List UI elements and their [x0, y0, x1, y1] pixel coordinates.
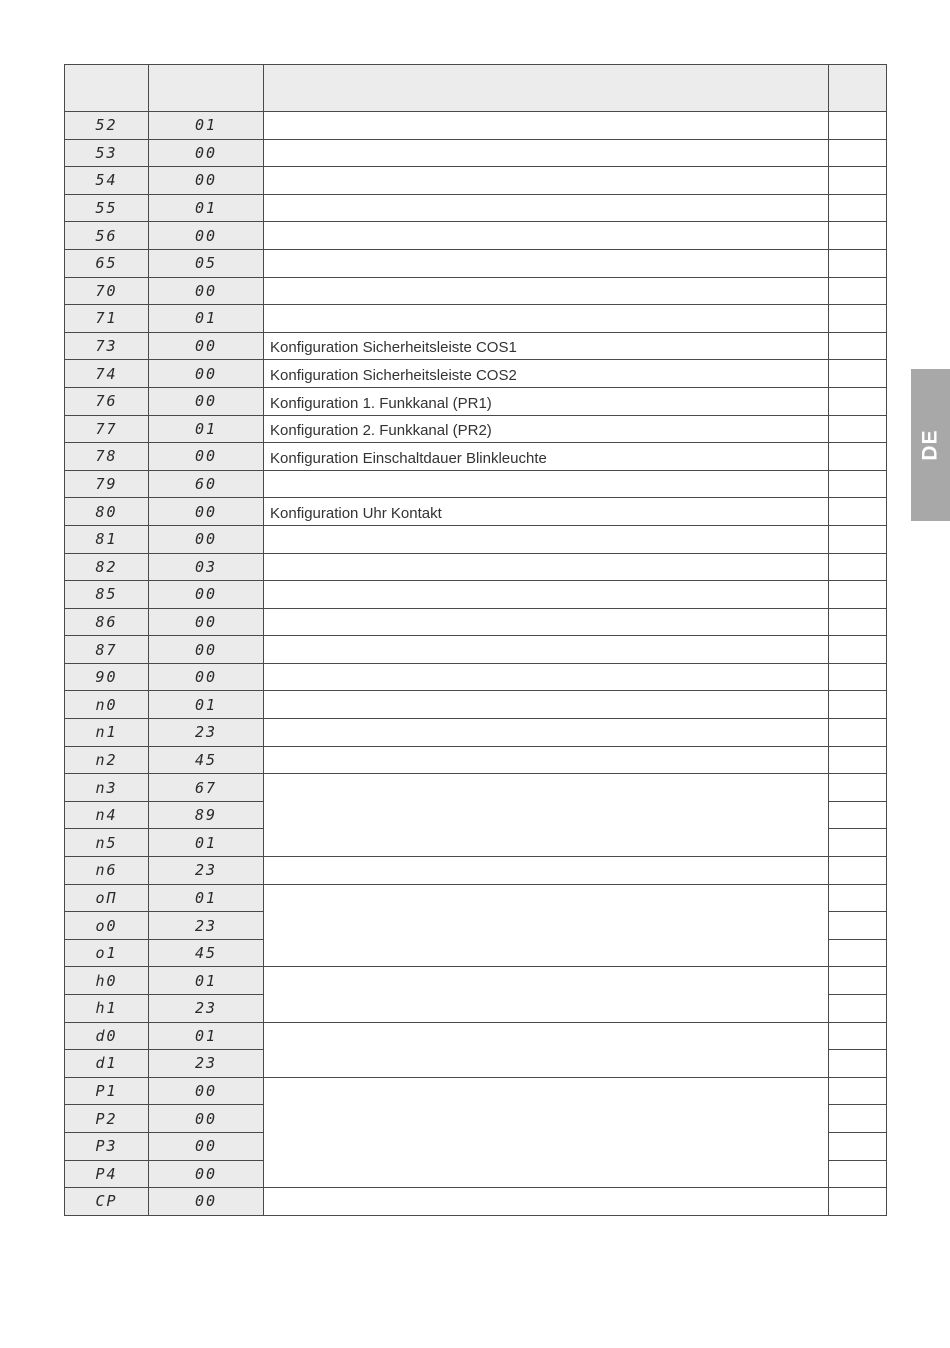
table-header-row	[65, 65, 887, 112]
parameter-code: CP	[65, 1188, 149, 1216]
parameter-code: P4	[65, 1160, 149, 1188]
parameter-description	[264, 746, 829, 774]
default-value: 00	[149, 1105, 264, 1133]
parameter-code: 85	[65, 581, 149, 609]
table-row	[65, 857, 887, 885]
parameter-description: Konfiguration Uhr Kontakt	[264, 498, 829, 526]
option-cell	[829, 663, 887, 691]
default-value: 67	[149, 774, 264, 802]
parameter-description	[264, 249, 829, 277]
parameter-code: P3	[65, 1132, 149, 1160]
option-cell	[829, 498, 887, 526]
parameter-code: 65	[65, 249, 149, 277]
parameter-code: 73	[65, 332, 149, 360]
parameter-description: Konfiguration Sicherheitsleiste COS1	[264, 332, 829, 360]
parameter-description	[264, 691, 829, 719]
option-cell	[829, 1105, 887, 1133]
option-cell	[829, 608, 887, 636]
default-value: 00	[149, 663, 264, 691]
option-cell	[829, 1077, 887, 1105]
parameter-code: 55	[65, 194, 149, 222]
parameter-code: d0	[65, 1022, 149, 1050]
header-cell-code	[65, 65, 149, 112]
default-value: 03	[149, 553, 264, 581]
option-cell	[829, 553, 887, 581]
parameter-description	[264, 663, 829, 691]
parameter-description	[264, 277, 829, 305]
default-value: 00	[149, 525, 264, 553]
option-cell	[829, 1050, 887, 1078]
parameter-code: 82	[65, 553, 149, 581]
parameter-code: 79	[65, 470, 149, 498]
default-value: 00	[149, 608, 264, 636]
default-value: 01	[149, 305, 264, 333]
table-row	[65, 360, 887, 388]
parameter-code: 81	[65, 525, 149, 553]
parameter-description	[264, 636, 829, 664]
parameter-code: n2	[65, 746, 149, 774]
parameter-code: d1	[65, 1050, 149, 1078]
parameter-code: h0	[65, 967, 149, 995]
option-cell	[829, 1022, 887, 1050]
table-row	[65, 470, 887, 498]
parameter-description	[264, 470, 829, 498]
table-row	[65, 691, 887, 719]
option-cell	[829, 139, 887, 167]
parameter-code: oΠ	[65, 884, 149, 912]
option-cell	[829, 719, 887, 747]
default-value: 00	[149, 387, 264, 415]
language-tab	[911, 369, 950, 521]
parameter-description	[264, 525, 829, 553]
parameter-code: 77	[65, 415, 149, 443]
table-row	[65, 663, 887, 691]
parameter-code: 70	[65, 277, 149, 305]
option-cell	[829, 801, 887, 829]
parameter-description	[264, 608, 829, 636]
parameter-code: h1	[65, 995, 149, 1023]
table-row	[65, 332, 887, 360]
option-cell	[829, 691, 887, 719]
parameter-description	[264, 194, 829, 222]
parameter-code: 86	[65, 608, 149, 636]
parameter-code: 52	[65, 112, 149, 140]
default-value: 00	[149, 581, 264, 609]
parameter-description	[264, 774, 829, 857]
table-row	[65, 112, 887, 140]
default-value: 01	[149, 691, 264, 719]
default-value: 00	[149, 1188, 264, 1216]
default-value: 01	[149, 829, 264, 857]
option-cell	[829, 249, 887, 277]
parameter-description	[264, 857, 829, 885]
header-cell-option	[829, 65, 887, 112]
parameter-code: n1	[65, 719, 149, 747]
parameter-code: n3	[65, 774, 149, 802]
parameter-code: n0	[65, 691, 149, 719]
default-value: 01	[149, 415, 264, 443]
default-value: 00	[149, 1160, 264, 1188]
option-cell	[829, 167, 887, 195]
table-row	[65, 305, 887, 333]
table-row	[65, 774, 887, 802]
option-cell	[829, 636, 887, 664]
option-cell	[829, 829, 887, 857]
default-value: 23	[149, 995, 264, 1023]
option-cell	[829, 332, 887, 360]
default-value: 00	[149, 360, 264, 388]
default-value: 00	[149, 498, 264, 526]
table-row	[65, 415, 887, 443]
default-value: 01	[149, 1022, 264, 1050]
parameter-code: 80	[65, 498, 149, 526]
table-row	[65, 746, 887, 774]
table-row	[65, 387, 887, 415]
option-cell	[829, 857, 887, 885]
option-cell	[829, 443, 887, 471]
table-row	[65, 249, 887, 277]
default-value: 00	[149, 167, 264, 195]
option-cell	[829, 1188, 887, 1216]
header-cell-description	[264, 65, 829, 112]
parameter-code: 74	[65, 360, 149, 388]
parameter-description	[264, 1188, 829, 1216]
table-row	[65, 1022, 887, 1050]
header-cell-value	[149, 65, 264, 112]
table-row	[65, 498, 887, 526]
parameter-code: 90	[65, 663, 149, 691]
option-cell	[829, 194, 887, 222]
table-row	[65, 967, 887, 995]
default-value: 00	[149, 1132, 264, 1160]
parameter-description	[264, 112, 829, 140]
parameter-code: n5	[65, 829, 149, 857]
parameter-description	[264, 305, 829, 333]
option-cell	[829, 746, 887, 774]
default-value: 60	[149, 470, 264, 498]
table-row	[65, 167, 887, 195]
parameter-code: 54	[65, 167, 149, 195]
table-row	[65, 553, 887, 581]
table-row	[65, 1188, 887, 1216]
parameter-description: Konfiguration Sicherheitsleiste COS2	[264, 360, 829, 388]
option-cell	[829, 525, 887, 553]
parameter-description: Konfiguration Einschaltdauer Blinkleuchte	[264, 443, 829, 471]
default-value: 00	[149, 277, 264, 305]
parameter-description	[264, 967, 829, 1022]
parameter-code: 76	[65, 387, 149, 415]
parameter-table	[64, 64, 887, 1216]
table-row	[65, 581, 887, 609]
parameter-description	[264, 167, 829, 195]
parameter-code: o0	[65, 912, 149, 940]
parameter-code: 56	[65, 222, 149, 250]
default-value: 45	[149, 939, 264, 967]
default-value: 00	[149, 443, 264, 471]
option-cell	[829, 415, 887, 443]
option-cell	[829, 470, 887, 498]
option-cell	[829, 277, 887, 305]
parameter-description	[264, 719, 829, 747]
option-cell	[829, 112, 887, 140]
parameter-code: P2	[65, 1105, 149, 1133]
option-cell	[829, 360, 887, 388]
table-row	[65, 525, 887, 553]
parameter-code: 71	[65, 305, 149, 333]
parameter-description: Konfiguration 1. Funkkanal (PR1)	[264, 387, 829, 415]
default-value: 00	[149, 636, 264, 664]
parameter-description	[264, 222, 829, 250]
table-row	[65, 608, 887, 636]
option-cell	[829, 774, 887, 802]
default-value: 45	[149, 746, 264, 774]
option-cell	[829, 967, 887, 995]
parameter-description: Konfiguration 2. Funkkanal (PR2)	[264, 415, 829, 443]
default-value: 00	[149, 139, 264, 167]
default-value: 05	[149, 249, 264, 277]
default-value: 00	[149, 332, 264, 360]
option-cell	[829, 1132, 887, 1160]
default-value: 89	[149, 801, 264, 829]
default-value: 00	[149, 1077, 264, 1105]
table-row	[65, 1077, 887, 1105]
table-row	[65, 719, 887, 747]
parameter-description	[264, 581, 829, 609]
parameter-description	[264, 139, 829, 167]
default-value: 01	[149, 112, 264, 140]
default-value: 01	[149, 884, 264, 912]
option-cell	[829, 387, 887, 415]
option-cell	[829, 222, 887, 250]
parameter-code: o1	[65, 939, 149, 967]
option-cell	[829, 939, 887, 967]
default-value: 00	[149, 222, 264, 250]
option-cell	[829, 995, 887, 1023]
parameter-description	[264, 553, 829, 581]
parameter-description	[264, 884, 829, 967]
default-value: 23	[149, 857, 264, 885]
parameter-description	[264, 1077, 829, 1187]
table-row	[65, 443, 887, 471]
default-value: 01	[149, 967, 264, 995]
parameter-code: 87	[65, 636, 149, 664]
option-cell	[829, 581, 887, 609]
table-row	[65, 636, 887, 664]
table-row	[65, 194, 887, 222]
default-value: 23	[149, 1050, 264, 1078]
option-cell	[829, 1160, 887, 1188]
default-value: 23	[149, 912, 264, 940]
parameter-code: n4	[65, 801, 149, 829]
default-value: 23	[149, 719, 264, 747]
table-row	[65, 277, 887, 305]
parameter-description	[264, 1022, 829, 1077]
option-cell	[829, 912, 887, 940]
table-row	[65, 139, 887, 167]
default-value: 01	[149, 194, 264, 222]
parameter-code: 53	[65, 139, 149, 167]
table-row	[65, 884, 887, 912]
language-tab-label: DE	[918, 429, 942, 461]
parameter-code: n6	[65, 857, 149, 885]
table-row	[65, 222, 887, 250]
parameter-code: 78	[65, 443, 149, 471]
option-cell	[829, 305, 887, 333]
parameter-code: P1	[65, 1077, 149, 1105]
option-cell	[829, 884, 887, 912]
